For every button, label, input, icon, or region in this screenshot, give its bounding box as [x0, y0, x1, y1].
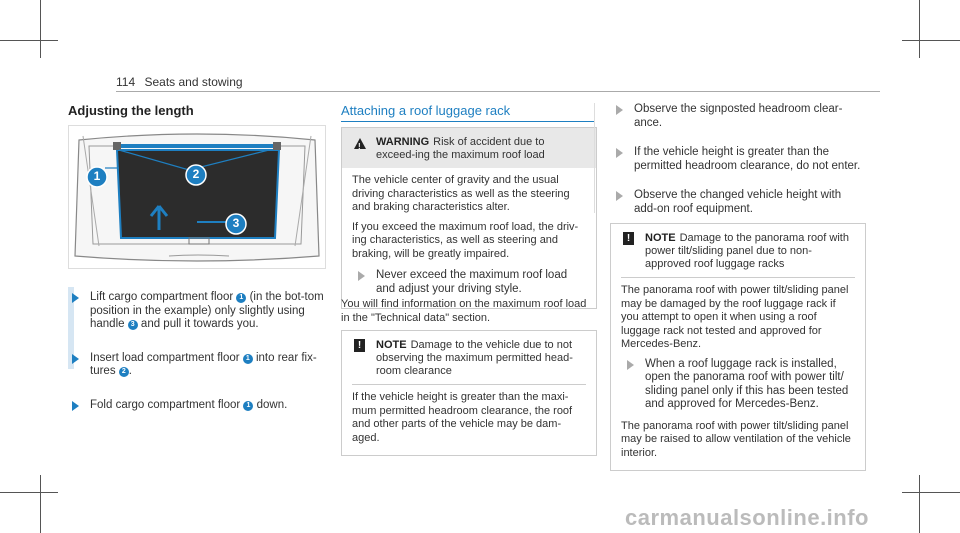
section-title-adjusting-length: Adjusting the length — [68, 103, 194, 118]
step-arrow-icon — [616, 148, 623, 158]
step-do-not-enter: If the vehicle height is greater than the permitted headroom clearance, do not enter. — [610, 146, 865, 173]
callout-1: 1 — [243, 354, 253, 364]
step-arrow-icon — [72, 401, 79, 411]
step-arrow-icon — [358, 271, 365, 281]
column-3 — [610, 103, 865, 232]
cargo-compartment-figure — [68, 125, 326, 269]
callout-1: 1 — [243, 401, 253, 411]
note-box-panorama — [610, 223, 866, 471]
warning-para: If you exceed the maximum roof load, the driv-ing characteristics, as well as steering and braking, will be greatly impaired. — [352, 220, 579, 260]
callout-1: 1 — [236, 293, 246, 303]
step-changed-height: Observe the changed vehicle height with add-on roof equipment. — [610, 189, 865, 216]
page-number: 114 — [116, 75, 136, 89]
note-step: When a roof luggage rack is installed, open the panorama roof with power tilt/ sliding panel only if this has been tested and approved for Mercedes-Benz. — [621, 358, 855, 412]
crop-mark — [0, 40, 58, 41]
crop-mark — [0, 492, 58, 493]
callout-2: 2 — [119, 367, 129, 377]
section-title-roof-rack: Attaching a roof luggage rack — [341, 103, 511, 118]
crop-mark — [919, 475, 920, 533]
warning-triangle-icon — [354, 138, 366, 149]
warning-label: WARNING — [376, 136, 430, 148]
section-name: Seats and stowing — [144, 75, 243, 89]
note-text: Damage to the vehicle due to not observing the maximum permitted head-room clearance — [376, 339, 573, 377]
note-box-headroom — [341, 330, 597, 456]
step-lift-floor: Lift cargo compartment floor 1 (in the bot-tom position in the example) only slightly using handle 3 and pull it towards you. — [66, 291, 328, 332]
section-title-rule — [341, 121, 595, 122]
watermark: carmanualsonline.info — [625, 505, 869, 530]
header-rule — [116, 91, 880, 92]
warning-body — [342, 168, 596, 308]
note-para: The panorama roof with power tilt/sliding panel may be damaged by the roof luggage rack if you attempt to open it when using a roof luggage rack not tested and approved for Mercedes-Benz. — [621, 284, 849, 350]
crop-mark — [902, 40, 960, 41]
note-body — [611, 278, 865, 470]
note-label: NOTE — [645, 232, 676, 244]
crop-mark — [902, 492, 960, 493]
step-arrow-icon — [72, 354, 79, 364]
note-para: The panorama roof with power tilt/sliding panel may be raised to allow ventilation of the vehicle interior. — [621, 419, 851, 459]
step-arrow-icon — [616, 105, 623, 115]
step-observe-headroom: Observe the signposted headroom clear-ance. — [610, 103, 865, 130]
note-para: If the vehicle height is greater than the maxi-mum permitted headroom clearance, the roof and other parts of the vehicle may be dam-aged. — [352, 391, 573, 444]
warning-header — [342, 128, 596, 168]
note-exclamation-icon: ! — [354, 339, 365, 352]
note-label: NOTE — [376, 339, 407, 351]
crop-mark — [40, 0, 41, 58]
page-header — [116, 75, 243, 89]
step-insert-floor: Insert load compartment floor 1 into rear fix-tures 2 . — [66, 352, 328, 379]
note-body — [342, 385, 596, 455]
info-paragraph: You will find information on the maximum roof load in the "Technical data" section. — [341, 298, 587, 324]
crop-mark — [40, 475, 41, 533]
warning-text: Risk of accident due to exceed-ing the maximum roof load — [376, 136, 545, 161]
warning-box — [341, 127, 597, 309]
figure-callout-2: 2 — [185, 164, 207, 191]
figure-callout-3: 3 — [225, 213, 247, 240]
crop-mark — [919, 0, 920, 58]
step-fold-floor: Fold cargo compartment floor 1 down. — [66, 399, 328, 413]
warning-step: Never exceed the maximum roof load and adjust your driving style. — [352, 269, 586, 296]
figure-callout-1: 1 — [86, 166, 108, 193]
adjusting-steps — [66, 291, 328, 432]
column-divider — [594, 103, 595, 213]
step-arrow-icon — [616, 191, 623, 201]
step-arrow-icon — [627, 360, 634, 370]
step-arrow-icon — [72, 293, 79, 303]
callout-3: 3 — [128, 320, 138, 330]
note-exclamation-icon: ! — [623, 232, 634, 245]
cargo-floor-illustration — [69, 126, 325, 268]
note-header — [611, 224, 865, 277]
note-text: Damage to the panorama roof with power tilt/sliding panel due to non-approved roof luggage racks — [645, 232, 849, 270]
note-header — [342, 331, 596, 384]
warning-para: The vehicle center of gravity and the usual driving characteristics as well as the steering and braking characteristics alter. — [352, 174, 570, 213]
